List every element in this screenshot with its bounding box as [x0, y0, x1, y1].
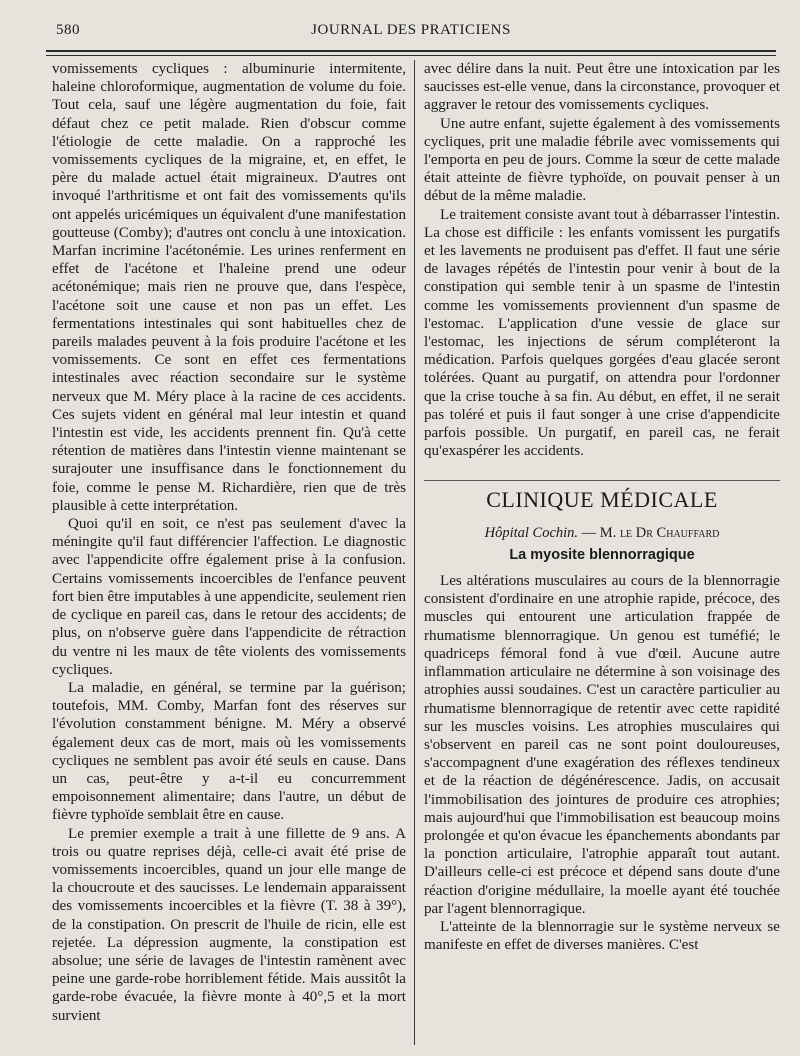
page-number: 580: [56, 22, 80, 38]
column-divider: [414, 60, 415, 1045]
header-rule-thin: [46, 55, 776, 56]
left-column: [52, 60, 406, 1025]
paragraph: vomissements cycliques : albuminurie intermitente, haleine chloroformique, augmentation de volume du foie. Tout cela, sauf une légère augmentation du foie, fait défaut chez ce petit malade. Rien d'obscur comme l'étiologie de cette maladie. On a rapproché les vomissements cycliques de la migraine, et, en effet, le père du malade actuel était migraineux. D'autres ont invoqué l'arthritisme et ont fait des vomissements qu'ils ont appelés uricémiques un équivalent d'une manifestation goutteuse (Comby); d'autres ont conclu à une intoxication. Marfan incrimine l'acétonémie. Les urines renferment en effet de l'acétone et l'haleine prend une odeur acétonémique; mais rien ne prouve que, dans l'espèce, l'acétone soit une cause et non pas un effet. Les fermentations intestinales qui sont habituelles chez de pareils malades peuvent à la fois produire l'acétone et les vomissements. Ce sont en effet ces fermentations intestinales avec réaction secondaire sur le système nerveux que M. Méry place à la racine de ces accidents. Ces sujets vident en général mal leur intestin et quand l'intestin est vide, les accidents prennent fin. Qu'à cette rétention de matières dans l'intestin vienne maintenant se surajouter une insuffisance dans le fonctionnement du foie, comme le pense M. Richardière, rien que de très plausible à cette interprétation.: [52, 61, 406, 514]
page-header: [46, 18, 776, 42]
paragraph: Les altérations musculaires au cours de la blennorragie consistent d'ordinaire en une atrophie rapide, précoce, des muscles qui entourent une articulation frappée de rhumatisme blennorragique. Un genou est tuméfié; le quadriceps fémoral fond à vue d'œil. Aucune autre inflammation articulaire ne détermine à son voisinage des atrophies aussi soudaines. C'est un caractère particulier au rhumatisme blennorragique de retentir avec cette rapidité sur les muscles voisins. Les atrophies musculaires qui s'observent en pareil cas ne sont point douloureuses, s'accompagnent d'une exagération des réflexes tendineux et de la réaction de dégénérescence. Jadis, on accusait l'immobilisation des jointures de produire ces atrophies; mais aujourd'hui que l'immobilisation est beaucoup moins prolongée et qu'on évacue les épanchements abondants par la ponction articulaire, l'atrophie apparaît tout autant. D'ailleurs celle-ci est précoce et dépend sans doute d'une réaction d'origine médullaire, la moelle ayant été touchée par l'agent blennorragique.: [424, 573, 780, 917]
paragraph: Le premier exemple a trait à une fillette de 9 ans. A trois ou quatre reprises déjà, celle-ci avait été prise de vomissements incoercibles, quand un jour elle mange de la choucroute et des saucisses. Le lendemain apparaissent des vomissements incoercibles et la fièvre (T. 38 à 39°), de la constipation. On prescrit de l'huile de ricin, elle est rejetée. La dépression augmente, la constipation est absolue; une série de lavages de l'intestin ramènent avec peine une garde-robe horriblement fétide. Mais aussitôt la garde-robe évacuée, la fièvre monte à 40°,5 et la mort survient: [52, 825, 406, 1024]
running-title: JOURNAL DES PRATICIENS: [311, 22, 511, 38]
byline-author: — M. le Dr Chauffard: [578, 524, 720, 541]
section-title: CLINIQUE MÉDICALE: [424, 480, 780, 509]
paragraph: avec délire dans la nuit. Peut être une intoxication par les saucisses est-elle venue, dans la circonstance, provoquer et aggraver le retour des vomissements cycliques.: [424, 61, 780, 114]
header-rule: [46, 50, 776, 52]
right-column: [424, 60, 780, 954]
paragraph: Quoi qu'il en soit, ce n'est pas seulement d'avec la méningite qu'il faut différencier l'affection. Le diagnostic avec l'appendicite offre également prise à la confusion. Certains vomissements incoercibles de l'enfance peuvent fort bien être imputables à une appendicite, seulement rien de cyclique en pareil cas, dans le retour des accidents; de plus, on n'observe guère dans l'appendicite de rétraction du ventre ni les maux de tête violents des vomissements cycliques.: [52, 516, 406, 678]
paragraph: L'atteinte de la blennorragie sur le système nerveux se manifeste en effet de diverses manières. C'est: [424, 918, 780, 954]
paragraph: Le traitement consiste avant tout à débarrasser l'intestin. La chose est difficile : les enfants vomissent les purgatifs et les lavements ne produisent pas d'effet. Il faut une série de lavages répétés de l'intestin pour venir à bout de la constipation qui semble tenir à un spasme de l'intestin comme les vomissements proviennent d'un spasme de l'estomac. L'application d'une vessie de glace sur l'estomac, les injections de sérum compléteront la médication. Parfois quelques gorgées d'eau glacée seront tolérées. Quant au purgatif, on attendra pour l'ordonner que la crise touche à sa fin. Au début, en effet, il ne serait pas toléré et puis il faut songer à une crise d'appendicite parfois possible. Un purgatif, en pareil cas, ne ferait qu'exaspérer les accidents.: [424, 206, 780, 460]
byline-place: Hôpital Cochin.: [484, 524, 579, 541]
article-subtitle: La myosite blennorragique: [509, 546, 695, 563]
article-byline: [424, 524, 780, 542]
paragraph: Une autre enfant, sujette également à des vomissements cycliques, prit une maladie fébrile avec vomissements qui l'emporta en peu de jours. Comme la sœur de cette malade était atteinte de fièvre typhoïde, on pouvait penser à un début de la même maladie.: [424, 115, 780, 205]
paragraph: La maladie, en général, se termine par la guérison; toutefois, MM. Comby, Marfan font des réserves sur l'évolution constamment bénigne. M. Méry a observé également deux cas de mort, mais où les vomissements cycliques ne semblent pas avoir été seuls en cause. Dans un cas, peut-être y a-t-il eu concurremment empoisonnement alimentaire; dans l'autre, un début de fièvre typhoïde semblait être en cause.: [52, 679, 406, 824]
